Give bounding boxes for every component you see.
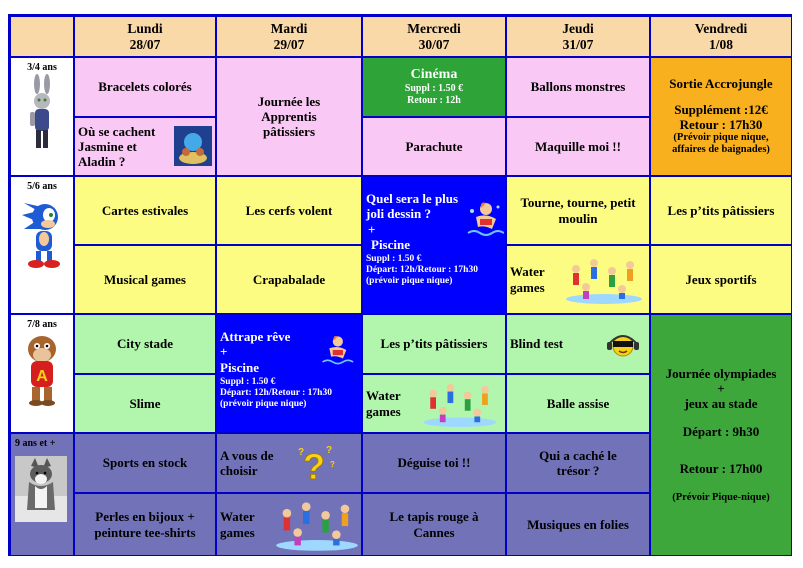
aladdin-genie-icon xyxy=(174,126,212,166)
activity-cell: Blind test xyxy=(506,314,650,374)
question-marks-icon xyxy=(292,441,336,485)
day-name: Mardi xyxy=(270,20,308,36)
activity-cell: Balle assise xyxy=(506,374,650,433)
swimmer-child-icon xyxy=(466,199,504,239)
day-header-mardi xyxy=(216,16,362,57)
day-date: 28/07 xyxy=(129,36,161,52)
svg-text:A: A xyxy=(36,367,48,385)
age-label-3-4: 3/4 ans xyxy=(10,57,74,176)
age-label-9-plus: 9 ans et + xyxy=(10,433,74,556)
corner-cell xyxy=(10,16,74,57)
water-games-kids-icon xyxy=(274,498,360,552)
day-header-jeudi xyxy=(506,16,650,57)
activity-cell-accrojungle: Sortie Accrojungle Supplément :12€ Retour : 17h30 (Prévoir pique nique, affaires de baignades) xyxy=(650,57,792,176)
activity-cell: Water games xyxy=(506,245,650,314)
day-date: 31/07 xyxy=(562,36,594,52)
activity-cell-olympiades: Journée olympiades + jeux au stade Départ : 9h30 Retour : 17h00 (Prévoir Pique-nique) xyxy=(650,314,792,556)
chipmunk-character-icon xyxy=(22,331,62,411)
day-name: Vendredi xyxy=(694,20,748,36)
activity-cell: Journée les Apprentis pâtissiers xyxy=(216,57,362,176)
activity-cell: Le tapis rouge à Cannes xyxy=(362,493,506,556)
day-date: 29/07 xyxy=(273,36,305,52)
activity-cell: Bracelets colorés xyxy=(74,57,216,117)
activity-cell: Tourne, tourne, petit moulin xyxy=(506,176,650,245)
activity-cell: Sports en stock xyxy=(74,433,216,493)
activity-cell: Parachute xyxy=(362,117,506,176)
day-header-mercredi xyxy=(362,16,506,57)
activity-cell: Water games xyxy=(362,374,506,433)
activity-schedule-table xyxy=(8,14,792,556)
activity-cell: Maquille moi !! xyxy=(506,117,650,176)
activity-cell: Où se cachent Jasmine et Aladin ? xyxy=(74,117,216,176)
day-name: Lundi xyxy=(127,20,163,36)
activity-cell: Les p’tits pâtissiers xyxy=(362,314,506,374)
swimmer-child-icon xyxy=(320,333,354,367)
bunny-character-icon xyxy=(25,74,59,154)
activity-cell: Musiques en folies xyxy=(506,493,650,556)
hedgehog-character-icon xyxy=(18,193,66,273)
day-header-vendredi xyxy=(650,16,792,57)
activity-cell: Perles en bijoux + peinture tee-shirts xyxy=(74,493,216,556)
activity-cell: Les p’tits pâtissiers xyxy=(650,176,792,245)
activity-cell-cinema: Cinéma Suppl : 1.50 € Retour : 12h xyxy=(362,57,506,117)
activity-cell-piscine: Attrape rêve + Piscine Suppl : 1.50 € Départ: 12h/Retour : 17h30 (prévoir pique nique) xyxy=(216,314,362,433)
husky-dog-icon xyxy=(15,456,67,522)
activity-cell: Jeux sportifs xyxy=(650,245,792,314)
activity-cell: Slime xyxy=(74,374,216,433)
activity-cell: Ballons monstres xyxy=(506,57,650,117)
activity-cell: City stade xyxy=(74,314,216,374)
headphones-emoji-icon xyxy=(605,330,641,358)
activity-cell: Cartes estivales xyxy=(74,176,216,245)
day-date: 1/08 xyxy=(708,36,733,52)
svg-text:?: ? xyxy=(326,445,333,456)
activity-cell: Water games xyxy=(216,493,362,556)
age-label-5-6: 5/6 ans xyxy=(10,176,74,314)
day-name: Mercredi xyxy=(407,20,461,36)
activity-cell: Crapabalade xyxy=(216,245,362,314)
water-games-kids-icon xyxy=(420,380,500,428)
day-date: 30/07 xyxy=(418,36,450,52)
age-label-7-8: 7/8 ans A xyxy=(10,314,74,433)
activity-cell-piscine: Quel sera le plus joli dessin ? + Piscine Suppl : 1.50 € Départ: 12h/Retour : 17h30 (prévoir pique nique) xyxy=(362,176,506,314)
water-games-kids-icon xyxy=(564,255,644,305)
day-name: Jeudi xyxy=(562,20,594,36)
activity-cell: Les cerfs volent xyxy=(216,176,362,245)
activity-cell: Musical games xyxy=(74,245,216,314)
activity-cell: Qui a caché le trésor ? xyxy=(506,433,650,493)
svg-text:?: ? xyxy=(330,460,335,469)
svg-text:?: ? xyxy=(298,447,305,458)
svg-text:?: ? xyxy=(303,446,325,485)
activity-cell: Déguise toi !! xyxy=(362,433,506,493)
activity-cell: A vous de choisir ? ? ? ? xyxy=(216,433,362,493)
day-header-lundi xyxy=(74,16,216,57)
